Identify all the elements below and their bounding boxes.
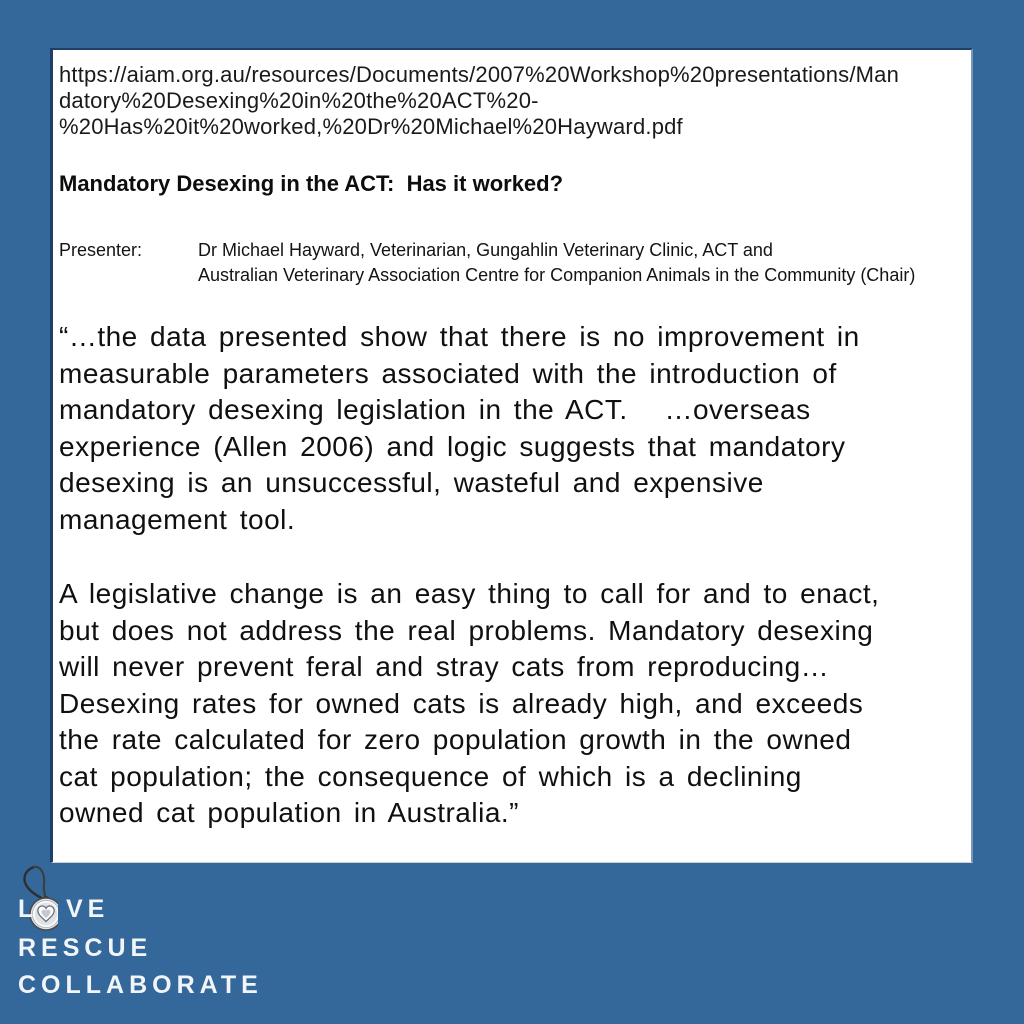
quote-line: A legislative change is an easy thing to call for and to enact,: [59, 578, 880, 609]
quote-line: desexing is an unsuccessful, wasteful and expensive: [59, 467, 764, 498]
pdf-screenshot-card: [50, 48, 973, 863]
presenter-row: [59, 238, 967, 288]
presenter-value: [198, 238, 915, 288]
quote-line: mandatory desexing legislation in the ACT. …overseas: [59, 394, 811, 425]
quote-line: management tool.: [59, 503, 296, 535]
document-title: Mandatory Desexing in the ACT: Has it worked?: [59, 171, 564, 196]
quote-paragraph-2: [59, 576, 967, 832]
document-url: [59, 62, 967, 140]
quote-line: but does not address the real problems. Mandatory desexing: [59, 614, 874, 646]
logo-word-rescue: RESCUE: [18, 934, 153, 962]
url-line: %20Has%20it%20worked,%20Dr%20Michael%20Hayward.pdf: [59, 114, 683, 139]
quote-line: experience (Allen 2006) and logic suggests that mandatory: [59, 430, 846, 462]
quote-line: will never prevent feral and stray cats from reproducing…: [59, 651, 830, 682]
presenter-label: Presenter:: [59, 240, 143, 260]
logo-word-love-l: L: [18, 895, 39, 923]
quote-line: owned cat population in Australia.”: [59, 797, 519, 828]
quote-line: Desexing rates for owned cats is already high, and exceeds: [59, 687, 864, 719]
quote-line: measurable parameters associated with the introduction of: [59, 357, 837, 389]
logo-word-love-ve: VE: [66, 895, 110, 923]
love-rescue-collaborate-logo: [18, 864, 298, 1014]
presenter-line: Dr Michael Hayward, Veterinarian, Gungahlin Veterinary Clinic, ACT and: [198, 240, 773, 260]
quote-line: “…the data presented show that there is no improvement in: [59, 321, 860, 352]
quote-line: the rate calculated for zero population growth in the owned: [59, 724, 852, 755]
quote-line: cat population; the consequence of which is a declining: [59, 760, 802, 792]
logo-word-collaborate: COLLABORATE: [18, 971, 263, 999]
url-line: datory%20Desexing%20in%20the%20ACT%20-: [59, 88, 539, 113]
presenter-line: Australian Veterinary Association Centre for Companion Animals in the Community (Chair): [198, 265, 916, 285]
url-line: https://aiam.org.au/resources/Documents/2007%20Workshop%20presentations/Man: [59, 62, 900, 87]
quote-paragraph-1: [59, 319, 967, 538]
